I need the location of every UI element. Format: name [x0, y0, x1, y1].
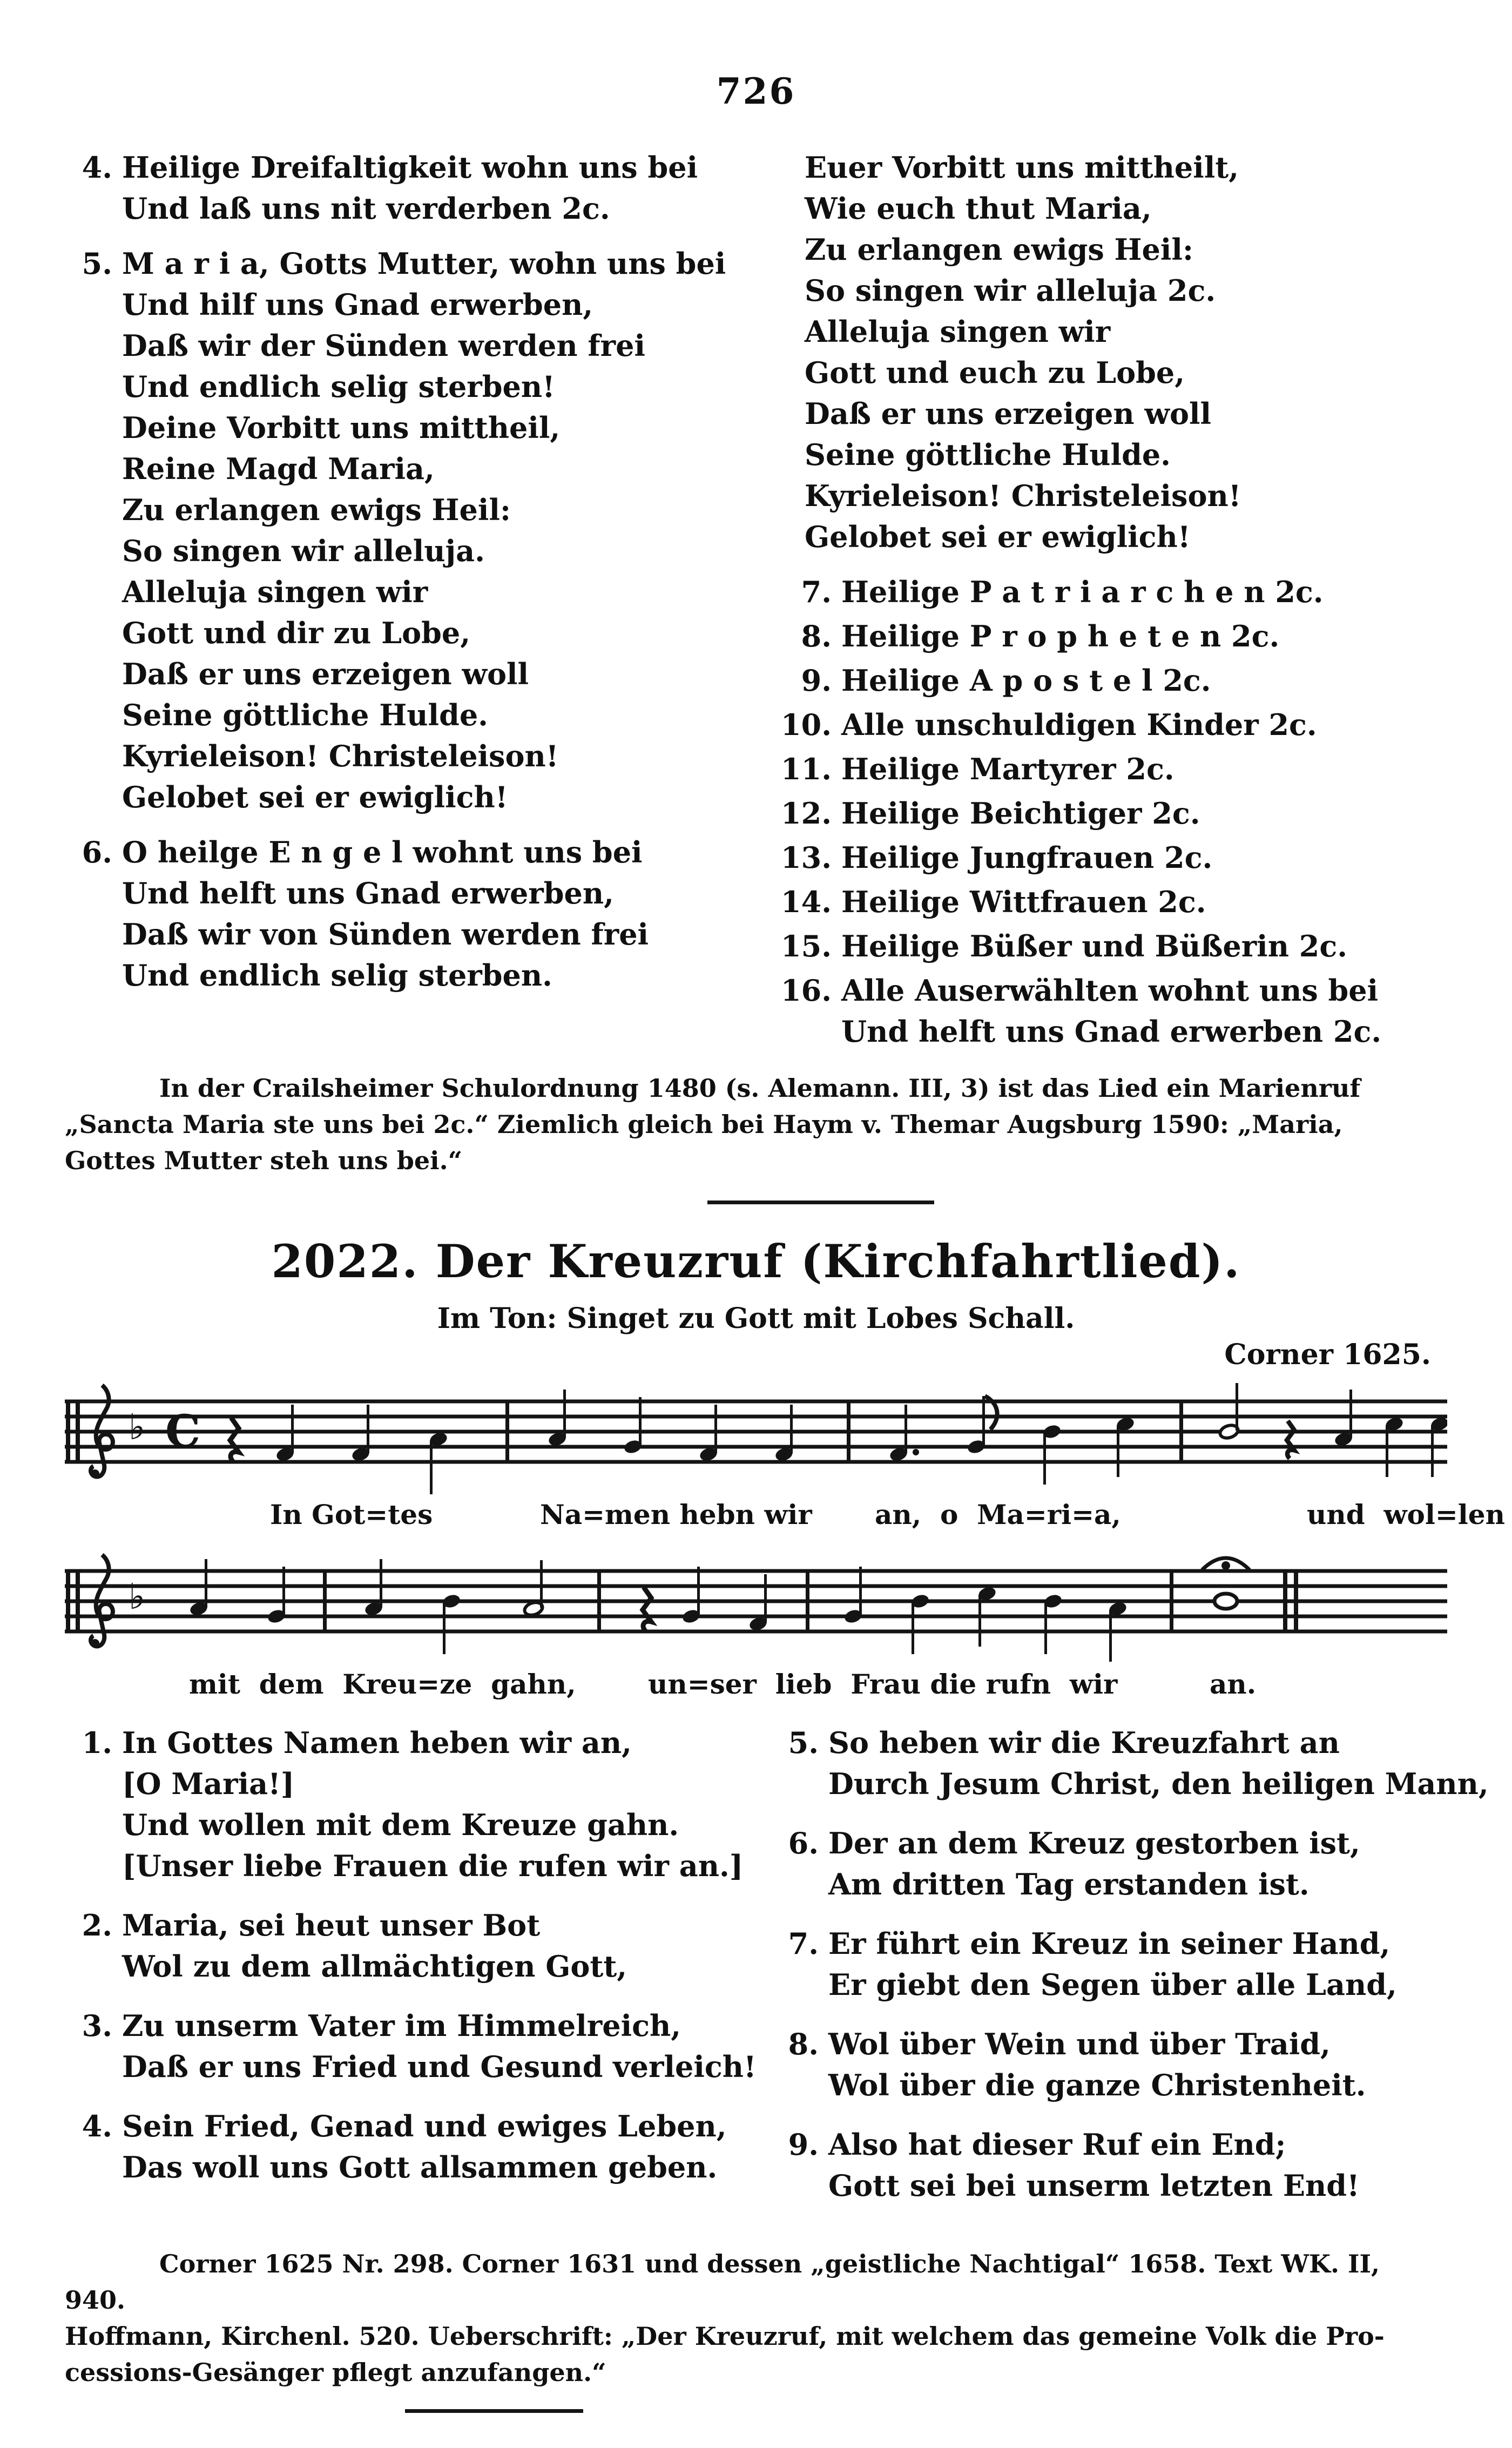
text-line: Alleluja singen wir: [122, 575, 428, 609]
text-line: Gottes Mutter steh uns bei.“: [65, 1146, 463, 1175]
stanza-9: [771, 660, 1447, 701]
flat-sign: ♭: [129, 1406, 146, 1448]
notes-measure-3: [681, 1567, 1173, 1662]
verse-4: [65, 2106, 741, 2188]
time-signature: C: [165, 1406, 201, 1458]
stanza-number: 7.: [788, 1926, 819, 1961]
text-line: Gott sei bei unserm letzten End!: [828, 2168, 1360, 2203]
text-line: Alleluja singen wir: [805, 314, 1111, 349]
text-line: Heilige Dreifaltigkeit wohn uns bei: [122, 150, 698, 185]
music-staff-2: [65, 1544, 1447, 1706]
text-line: Euer Vorbitt uns mittheilt,: [805, 150, 1239, 185]
lyric-syllables: und wol=len: [1307, 1499, 1505, 1530]
stanza-number: 4.: [82, 2109, 112, 2143]
text-line: Heilige A p o s t e l 2c.: [841, 663, 1211, 698]
stanza-number: 12.: [781, 796, 832, 831]
text-line: In Gottes Namen heben wir an,: [122, 1725, 632, 1760]
text-line: Und hilf uns Gnad erwerben,: [122, 287, 593, 322]
text-line: M a r i a, Gotts Mutter, wohn uns bei: [122, 246, 726, 281]
music-notation-staff-2: [65, 1544, 1447, 1668]
verse-6: [771, 1823, 1447, 1905]
hymn-continuation-section: [65, 147, 1447, 1055]
stanza-6: [65, 832, 741, 996]
text-line: Gelobet sei er ewiglich!: [805, 520, 1191, 554]
stanza-7: [771, 571, 1447, 612]
text-line: Und endlich selig sterben.: [122, 958, 552, 993]
text-line: Wol zu dem allmächtigen Gott,: [122, 1949, 627, 1984]
stanza-11: [771, 748, 1447, 790]
text-line: [Unser liebe Frauen die rufen wir an.]: [122, 1849, 744, 1883]
song-title: 2022. Der Kreuzruf (Kirchfahrtlied).: [271, 1235, 1241, 1288]
left-column: [65, 147, 741, 1055]
song-verses-section: [65, 1722, 1489, 2224]
text-line: Sein Fried, Genad und ewiges Leben,: [122, 2109, 727, 2143]
text-line: Und endlich selig sterben!: [122, 369, 555, 404]
text-line: cessions-Gesänger pflegt anzufangen.“: [65, 2358, 606, 2387]
flat-sign: ♭: [129, 1575, 146, 1617]
notes-measure-2: [363, 1559, 601, 1654]
stanza-number: 11.: [781, 752, 832, 786]
text-line: So heben wir die Kreuzfahrt an: [828, 1725, 1340, 1760]
lyric-syllables: an, o Ma=ri=a,: [875, 1499, 1121, 1530]
text-line: Wie euch thut Maria,: [805, 191, 1152, 226]
left-column: [65, 1722, 757, 2224]
text-line: Am dritten Tag erstanden ist.: [828, 1867, 1310, 1901]
stanza-number: 2.: [82, 1908, 112, 1943]
text-line: Daß wir von Sünden werden frei: [122, 917, 649, 952]
staff-2-lyrics: [65, 1668, 1447, 1706]
text-line: Gott und dir zu Lobe,: [122, 616, 471, 650]
text-line: Und laß uns nit verderben 2c.: [122, 191, 610, 226]
text-line: In der Crailsheimer Schulordnung 1480 (s. Alemann. III, 3) ist das Lied ein Marienruf: [159, 1074, 1361, 1103]
text-line: So singen wir alleluja.: [122, 534, 485, 568]
stanza-number: [771, 147, 805, 557]
stanza-number: 6.: [788, 1826, 819, 1860]
stanza-number: 1.: [82, 1725, 112, 1760]
editorial-note: [65, 1070, 1447, 1179]
text-line: Daß wir der Sünden werden frei: [122, 328, 645, 363]
verse-8: [771, 2024, 1447, 2106]
text-line: Er giebt den Segen über alle Land,: [828, 1967, 1397, 2002]
stanza-number: 6.: [82, 835, 112, 869]
text-line: O heilge E n g e l wohnt uns bei: [122, 835, 643, 869]
stanza-number: 14.: [781, 885, 832, 919]
text-line: Heilige Jungfrauen 2c.: [841, 840, 1213, 875]
text-line: [O Maria!]: [122, 1766, 295, 1801]
stanza-15: [771, 926, 1447, 967]
text-line: Und helft uns Gnad erwerben,: [122, 876, 614, 911]
stanza-10: [771, 704, 1447, 745]
lyric-syllables: an.: [1210, 1668, 1257, 1700]
tone-line: Im Ton: Singet zu Gott mit Lobes Schall.: [437, 1302, 1075, 1335]
stanza-number: 5.: [788, 1725, 819, 1760]
text-line: Durch Jesum Christ, den heiligen Mann,: [828, 1766, 1489, 1801]
verse-9: [771, 2124, 1447, 2206]
stanza-8: [771, 616, 1447, 657]
text-line: Heilige Büßer und Büßerin 2c.: [841, 929, 1348, 963]
stanza-number: 8.: [801, 619, 832, 653]
lyric-syllables: mit dem Kreu=ze gahn,: [189, 1668, 576, 1700]
quarter-rest: [643, 1587, 651, 1631]
text-line: Daß er uns Fried und Gesund verleich!: [122, 2049, 757, 2084]
text-line: Maria, sei heut unser Bot: [122, 1908, 541, 1943]
text-line: Seine göttliche Hulde.: [805, 437, 1171, 472]
text-line: Also hat dieser Ruf ein End;: [828, 2127, 1286, 2162]
text-line: Daß er uns erzeigen woll: [122, 657, 529, 691]
text-line: Heilige Wittfrauen 2c.: [841, 885, 1206, 919]
text-line: Reine Magd Maria,: [122, 451, 435, 486]
text-line: Der an dem Kreuz gestorben ist,: [828, 1826, 1360, 1860]
text-line: Heilige Beichtiger 2c.: [841, 796, 1200, 831]
text-line: „Sancta Maria ste uns bei 2c.“ Ziemlich gleich bei Haym v. Themar Augsburg 1590: „Maria,: [65, 1110, 1343, 1139]
text-line: So singen wir alleluja 2c.: [805, 273, 1216, 308]
staff-1-lyrics: [65, 1499, 1505, 1536]
stanza-number: 3.: [82, 2008, 112, 2043]
verse-3: [65, 2005, 757, 2087]
text-line: Zu erlangen ewigs Heil:: [805, 232, 1193, 267]
stanza-12: [771, 793, 1447, 834]
stanza-5: [65, 243, 741, 818]
end-rule: [405, 2409, 583, 2413]
text-line: Gott und euch zu Lobe,: [805, 355, 1185, 390]
text-line: Wol über Wein und über Traid,: [828, 2027, 1331, 2061]
text-line: Das woll uns Gott allsammen geben.: [122, 2150, 718, 2184]
verse-7: [771, 1923, 1447, 2005]
section-divider-rule: [707, 1201, 934, 1204]
stanza-number: 9.: [788, 2127, 819, 2162]
footnote: [65, 2246, 1447, 2391]
page-number: 726: [716, 70, 796, 112]
lyric-syllables: Na=men hebn wir: [540, 1499, 812, 1530]
text-line: Kyrieleison! Christeleison!: [122, 739, 559, 773]
text-line: Und wollen mit dem Kreuze gahn.: [122, 1808, 679, 1842]
stanza-14: [771, 881, 1447, 922]
lyric-syllables: In Got=tes: [270, 1499, 433, 1530]
stanza-number: 8.: [788, 2027, 819, 2061]
text-line: Deine Vorbitt uns mittheil,: [122, 410, 561, 445]
lyric-syllables: un=ser lieb Frau die rufn wir: [648, 1668, 1118, 1700]
music-notation-staff-1: [65, 1374, 1447, 1499]
text-line: Heilige P r o p h e t e n 2c.: [841, 619, 1280, 653]
text-line: Heilige P a t r i a r c h e n 2c.: [841, 575, 1324, 609]
music-staff-1: [65, 1374, 1505, 1536]
stanza-13: [771, 837, 1447, 878]
attribution: Corner 1625.: [1224, 1338, 1431, 1371]
stanza-number: 5.: [82, 246, 112, 281]
verse-2: [65, 1905, 741, 1987]
text-line: Er führt ein Kreuz in seiner Hand,: [828, 1926, 1390, 1961]
stanza-number: 7.: [801, 575, 832, 609]
stanza-number: 9.: [801, 663, 832, 698]
stanza-number: 10.: [781, 707, 832, 742]
text-line: Und helft uns Gnad erwerben 2c.: [841, 1014, 1382, 1049]
verse-1: [65, 1722, 744, 1886]
right-column: [771, 1722, 1489, 2224]
text-line: Daß er uns erzeigen woll: [805, 396, 1212, 431]
stanza-number: 15.: [781, 929, 832, 963]
text-line: Alle Auserwählten wohnt uns bei: [841, 973, 1379, 1008]
text-line: Zu unserm Vater im Himmelreich,: [122, 2008, 681, 2043]
text-line: Seine göttliche Hulde.: [122, 698, 488, 732]
verse-5: [771, 1722, 1489, 1804]
quarter-rest: [230, 1418, 239, 1462]
notes-measure-3: [888, 1396, 1183, 1485]
text-line: Heilige Martyrer 2c.: [841, 752, 1174, 786]
right-column: [771, 147, 1447, 1055]
stanza-4: [65, 147, 741, 229]
stanza-number: 13.: [781, 840, 832, 875]
refrain-continuation: [771, 147, 1447, 557]
text-line: Kyrieleison! Christeleison!: [805, 478, 1241, 513]
text-line: Zu erlangen ewigs Heil:: [122, 493, 511, 527]
text-line: Corner 1625 Nr. 298. Corner 1631 und dessen „geistliche Nachtigal“ 1658. Text WK. II, 940.: [65, 2249, 1380, 2315]
text-line: Wol über die ganze Christenheit.: [828, 2068, 1366, 2102]
text-line: Hoffmann, Kirchenl. 520. Ueberschrift: „Der Kreuzruf, mit welchem das gemeine Volk die Pro-: [65, 2322, 1385, 2351]
text-line: Gelobet sei er ewiglich!: [122, 780, 508, 814]
stanza-number: 16.: [781, 973, 832, 1008]
stanza-16: [771, 970, 1447, 1052]
stanza-number: 4.: [82, 150, 112, 185]
text-line: Alle unschuldigen Kinder 2c.: [841, 707, 1317, 742]
